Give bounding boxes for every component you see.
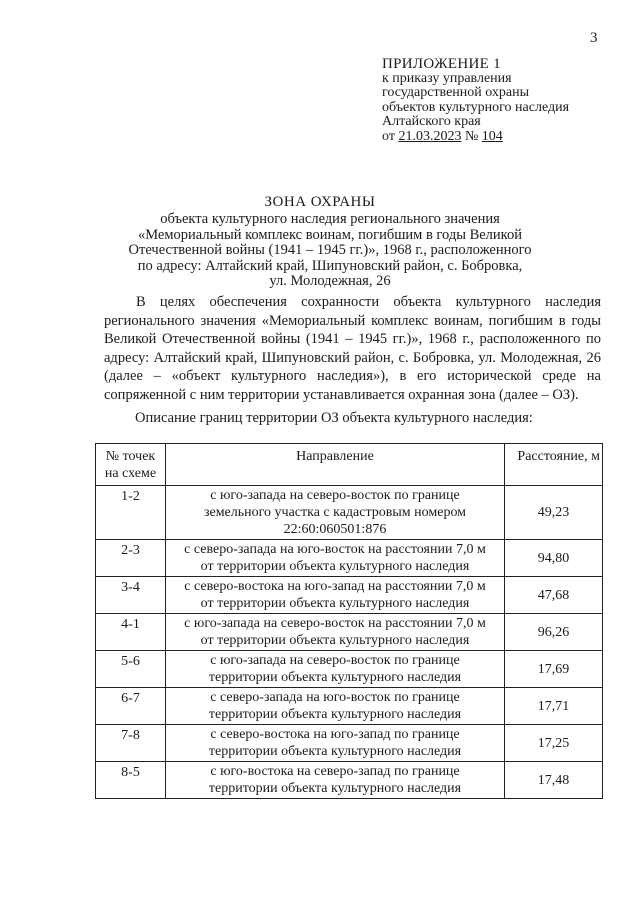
row-points: 2-3	[96, 540, 166, 577]
row-distance: 17,48	[505, 762, 603, 799]
appendix-line: к приказу управления	[382, 70, 512, 86]
zone-subtitle-line: ул. Молодежная, 26	[269, 273, 391, 289]
table-header-row	[96, 444, 603, 486]
row-direction-line: от территории объекта культурного наследия	[200, 559, 470, 574]
row-direction	[166, 725, 505, 762]
table-row	[96, 486, 603, 540]
appendix-line: Алтайского края	[382, 114, 481, 129]
row-direction-line: от территории объекта культурного наследия	[200, 596, 470, 611]
row-distance: 47,68	[505, 577, 603, 614]
row-direction-line: с северо-востока на юго-запад на расстоянии 7,0 м	[184, 579, 486, 594]
row-points: 7-8	[96, 725, 166, 762]
table-row	[96, 540, 603, 577]
row-direction	[166, 540, 505, 577]
row-direction-line: от территории объекта культурного наследия	[200, 633, 470, 648]
order-prefix: от	[382, 128, 399, 144]
appendix-line: объектов культурного наследия	[382, 99, 570, 115]
row-distance: 17,25	[505, 725, 603, 762]
row-distance: 17,71	[505, 688, 603, 725]
zone-title: ЗОНА ОХРАНЫ	[264, 194, 376, 210]
table-row	[96, 577, 603, 614]
row-distance: 49,23	[505, 486, 603, 540]
row-direction-line: территории объекта культурного наследия	[208, 707, 462, 722]
table-row	[96, 725, 603, 762]
zone-subtitle-line: Отечественной войны (1941 – 1945 гг.)», 1968 г., расположенного	[128, 242, 532, 258]
zone-subtitle	[120, 212, 540, 290]
table-row	[96, 762, 603, 799]
row-direction-line: территории объекта культурного наследия	[208, 744, 462, 759]
page-number: 3	[590, 30, 598, 46]
order-line	[382, 130, 569, 145]
row-points: 5-6	[96, 651, 166, 688]
row-direction-line: с северо-запада на юго-восток по границе	[210, 690, 460, 705]
row-direction-line: с юго-востока на северо-запад по границе	[210, 764, 460, 779]
row-direction-line: с юго-запада на северо-восток по границе	[210, 488, 460, 503]
order-date: 21.03.2023	[398, 128, 462, 144]
row-direction	[166, 577, 505, 614]
row-direction-line: с юго-запада на северо-восток на расстоянии 7,0 м	[184, 616, 486, 631]
row-points: 4-1	[96, 614, 166, 651]
header-points-line: на схеме	[104, 466, 157, 481]
row-distance: 96,26	[505, 614, 603, 651]
row-direction-line: земельного участка с кадастровым номером	[203, 505, 467, 520]
row-direction-line: 22:60:060501:876	[283, 522, 387, 537]
row-direction-line: территории объекта культурного наследия	[208, 781, 462, 796]
header-distance: Расстояние, м	[505, 444, 603, 486]
header-direction: Направление	[166, 444, 505, 486]
order-number-sign: №	[461, 128, 482, 144]
header-points-line: № точек	[105, 449, 156, 464]
row-direction	[166, 486, 505, 540]
zone-subtitle-line: «Мемориальный комплекс воинам, погибшим в годы Великой	[137, 226, 522, 243]
order-number: 104	[481, 128, 503, 144]
table-row	[96, 614, 603, 651]
row-distance: 94,80	[505, 540, 603, 577]
row-direction-line: с северо-востока на юго-запад по границе	[210, 727, 460, 742]
row-direction	[166, 614, 505, 651]
appendix-line: государственной охраны	[382, 85, 530, 100]
row-points: 1-2	[96, 486, 166, 540]
body-paragraph: В целях обеспечения сохранности объекта культурного наследия регионального значения «Мемориальный комплекс воинам, погибшим в годы Великой Отечественной войны (1941 – 1945 гг.)», 1968 г., расположенного по адресу: Алтайский край, Шипуновский район, с. Бобровка, ул. Молодежная, 26 (далее – «объект культурного наследия»), в его исторической среде на сопряженной с ним территории устанавливается охранная зона (далее – ОЗ).	[104, 294, 601, 403]
row-direction-line: с северо-запада на юго-восток на расстоянии 7,0 м	[184, 542, 486, 557]
row-points: 3-4	[96, 577, 166, 614]
row-distance: 17,69	[505, 651, 603, 688]
table-row	[96, 651, 603, 688]
row-direction-line: с юго-запада на северо-восток по границе	[210, 653, 460, 668]
zone-subtitle-line: объекта культурного наследия регионального значения	[160, 211, 500, 227]
row-direction	[166, 651, 505, 688]
row-direction	[166, 762, 505, 799]
table-caption: Описание границ территории ОЗ объекта культурного наследия:	[135, 410, 533, 426]
appendix-header	[382, 57, 569, 144]
row-direction-line: территории объекта культурного наследия	[208, 670, 462, 685]
zone-subtitle-line: по адресу: Алтайский край, Шипуновский район, с. Бобровка,	[137, 257, 523, 274]
table-row	[96, 688, 603, 725]
appendix-title: ПРИЛОЖЕНИЕ 1	[382, 56, 501, 72]
boundary-table	[95, 443, 603, 799]
header-points	[96, 444, 166, 486]
row-direction	[166, 688, 505, 725]
row-points: 6-7	[96, 688, 166, 725]
row-points: 8-5	[96, 762, 166, 799]
